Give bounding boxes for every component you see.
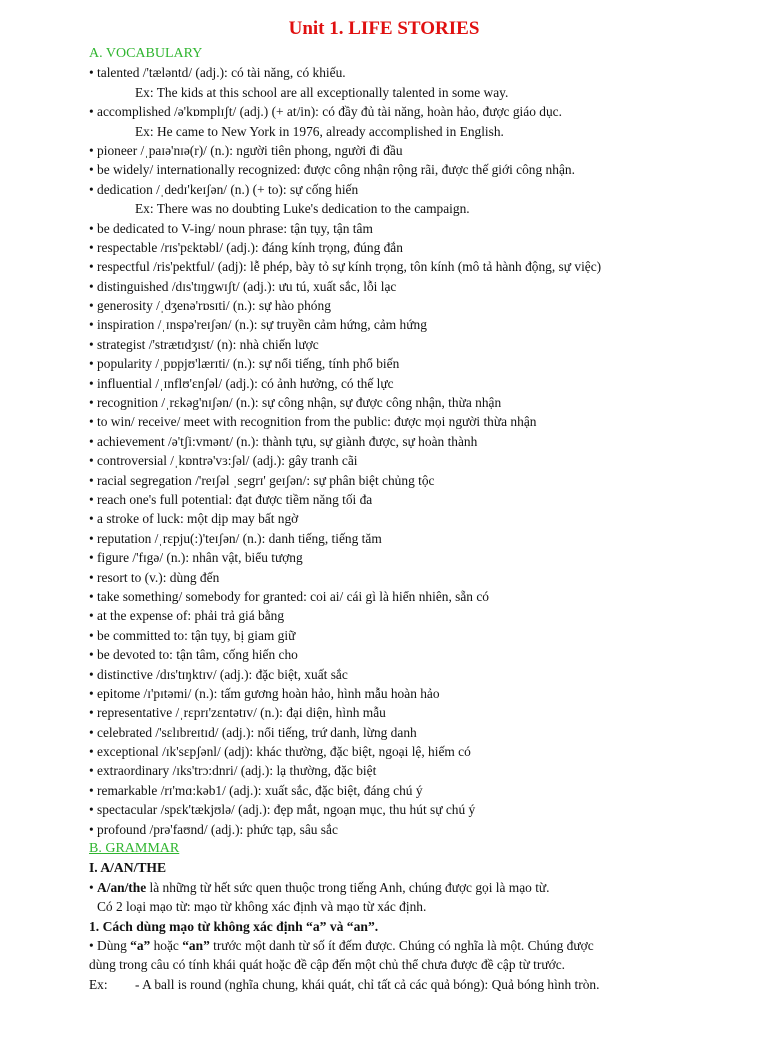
vocab-item: • profound /prə'faʊnd/ (adj.): phức tạp, sâu sắc	[89, 820, 768, 839]
vocab-item: • be committed to: tận tụy, bị giam giữ	[89, 626, 768, 645]
grammar-heading-indefinite: 1. Cách dùng mạo từ không xác định “a” và “an”.	[89, 918, 379, 934]
vocab-item: • distinguished /dɪs'tɪŋgwɪʃt/ (adj.): ưu tú, xuất sắc, lỗi lạc	[89, 277, 768, 296]
vocab-item: • talented /'tæləntd/ (adj.): có tài năng, có khiếu.	[89, 63, 768, 82]
vocab-item: • achievement /ə'tʃi:vmənt/ (n.): thành tựu, sự giành được, sự hoàn thành	[89, 432, 768, 451]
vocab-item: • accomplished /ə'kɒmplɪʃt/ (adj.) (+ at/in): có đầy đủ tài năng, hoàn hảo, được giáo dục.	[89, 102, 768, 121]
grammar-example	[89, 975, 768, 994]
vocab-item: • exceptional /ɪk'sɛpʃənl/ (adj): khác thường, đặc biệt, ngoại lệ, hiếm có	[89, 742, 768, 761]
vocab-item: • pioneer /ˌpaɪə'nɪə(r)/ (n.): người tiên phong, người đi đầu	[89, 141, 768, 160]
bold-term: “a”	[130, 937, 151, 953]
vocab-item: • to win/ receive/ meet with recognition from the public: được mọi người thừa nhận	[89, 412, 768, 431]
paragraph-text: hoặc	[150, 937, 183, 953]
vocab-item: • be devoted to: tận tâm, cống hiến cho	[89, 645, 768, 664]
vocab-item: • figure /'fɪgə/ (n.): nhân vật, biểu tượng	[89, 548, 768, 567]
vocab-item: • a stroke of luck: một dịp may bất ngờ	[89, 509, 768, 528]
page-title: Unit 1. LIFE STORIES	[288, 18, 480, 39]
example-text: - A ball is round (nghĩa chung, khái quát, chỉ tất cả các quả bóng): Quả bóng hình tròn.	[135, 976, 600, 992]
grammar-paragraph-2: Có 2 loại mạo từ: mạo từ không xác định và mạo từ xác định.	[97, 899, 427, 915]
paragraph-text: trước một danh từ số ít đếm được. Chúng có nghĩa là một. Chúng được	[209, 937, 594, 953]
vocab-item: • generosity /ˌdʒenə'rɒsɪti/ (n.): sự hào phóng	[89, 296, 768, 315]
vocab-item: • reach one's full potential: đạt được tiềm năng tối đa	[89, 490, 768, 509]
grammar-heading-articles: I. A/AN/THE	[89, 860, 167, 876]
document-page	[0, 14, 768, 1038]
grammar-paragraph-1: • A/an/the là những từ hết sức quen thuộc trong tiếng Anh, chúng được gọi là mạo từ.	[89, 879, 550, 895]
vocab-item: • strategist /'strætɪdʒɪst/ (n): nhà chiến lược	[89, 335, 768, 354]
vocab-item: • take something/ somebody for granted: coi ai/ cái gì là hiển nhiên, sẵn có	[89, 587, 768, 606]
paragraph-text: Dùng	[97, 937, 131, 953]
section-grammar-heading: B. GRAMMAR	[89, 841, 180, 857]
bold-term: A/an/the	[97, 879, 147, 895]
vocab-item: • dedication /ˌdedɪ'keɪʃən/ (n.) (+ to): sự cống hiến	[89, 180, 768, 199]
vocab-item: • resort to (v.): dùng đến	[89, 568, 768, 587]
vocab-item: • racial segregation /'reɪʃəl ˌsegrɪ' geɪʃən/: sự phân biệt chủng tộc	[89, 471, 768, 490]
vocab-item: • respectable /rɪs'pɛktəbl/ (adj.): đáng kính trọng, đúng đắn	[89, 238, 768, 257]
vocab-item: • at the expense of: phải trả giá bằng	[89, 606, 768, 625]
vocab-item: • celebrated /'sɛlɪbreɪtɪd/ (adj.): nổi tiếng, trứ danh, lừng danh	[89, 723, 768, 742]
vocab-item: • epitome /ɪ'pɪtəmi/ (n.): tấm gương hoàn hảo, hình mẫu hoàn hảo	[89, 684, 768, 703]
section-vocabulary-heading: A. VOCABULARY	[89, 46, 203, 61]
vocab-item: • influential /ˌɪnflʊ'ɛnʃəl/ (adj.): có ảnh hưởng, có thế lực	[89, 374, 768, 393]
vocab-item: • remarkable /rɪ'mɑ:kəb1/ (adj.): xuất sắc, đặc biệt, đáng chú ý	[89, 781, 768, 800]
bold-term: “an”	[182, 937, 210, 953]
vocab-item: • distinctive /dɪs'tɪŋktɪv/ (adj.): đặc biệt, xuất sắc	[89, 665, 768, 684]
grammar-paragraph-3: • Dùng “a” hoặc “an” trước một danh từ số ít đếm được. Chúng có nghĩa là một. Chúng được	[89, 937, 594, 953]
vocab-item: • popularity /ˌpɒpjʊ'lærɪti/ (n.): sự nổi tiếng, tính phổ biến	[89, 354, 768, 373]
vocab-item: • controversial /ˌkɒntrə'vɜ:ʃəl/ (adj.): gây tranh cãi	[89, 451, 768, 470]
vocab-item: • inspiration /ˌɪnspə'reɪʃən/ (n.): sự truyền cảm hứng, cảm hứng	[89, 315, 768, 334]
vocab-item: • extraordinary /ɪks'trɔ:dnri/ (adj.): lạ thường, đặc biệt	[89, 761, 768, 780]
vocab-example: Ex: There was no doubting Luke's dedication to the campaign.	[135, 201, 470, 217]
vocab-item: • spectacular /spɛk'tækjʊlə/ (adj.): đẹp mắt, ngoạn mục, thu hút sự chú ý	[89, 800, 768, 819]
vocab-item: • be dedicated to V-ing/ noun phrase: tận tụy, tận tâm	[89, 219, 768, 238]
vocab-example: Ex: The kids at this school are all exceptionally talented in some way.	[135, 84, 509, 100]
vocab-item: • be widely/ internationally recognized: được công nhận rộng rãi, được thế giới công nhận.	[89, 160, 768, 179]
vocab-item: • representative /ˌrɛprɪ'zɛntətɪv/ (n.): đại diện, hình mẫu	[89, 703, 768, 722]
vocab-item: • recognition /ˌrɛkəg'nɪʃən/ (n.): sự công nhận, sự được công nhận, thừa nhận	[89, 393, 768, 412]
vocabulary-list	[89, 63, 768, 839]
grammar-paragraph-4: dùng trong câu có tính khái quát hoặc đề cập đến một chủ thể chưa được đề cập từ trước.	[89, 957, 565, 973]
example-label: Ex:	[89, 976, 108, 992]
vocab-item: • respectful /ris'pektful/ (adj): lễ phép, bày tỏ sự kính trọng, tôn kính (mô tả hành động, sự việc)	[89, 257, 768, 276]
vocab-item: • reputation /ˌrɛpju(:)'teɪʃən/ (n.): danh tiếng, tiếng tăm	[89, 529, 768, 548]
vocab-example: Ex: He came to New York in 1976, already accomplished in English.	[135, 123, 504, 139]
paragraph-text: là những từ hết sức quen thuộc trong tiếng Anh, chúng được gọi là mạo từ.	[146, 879, 550, 895]
